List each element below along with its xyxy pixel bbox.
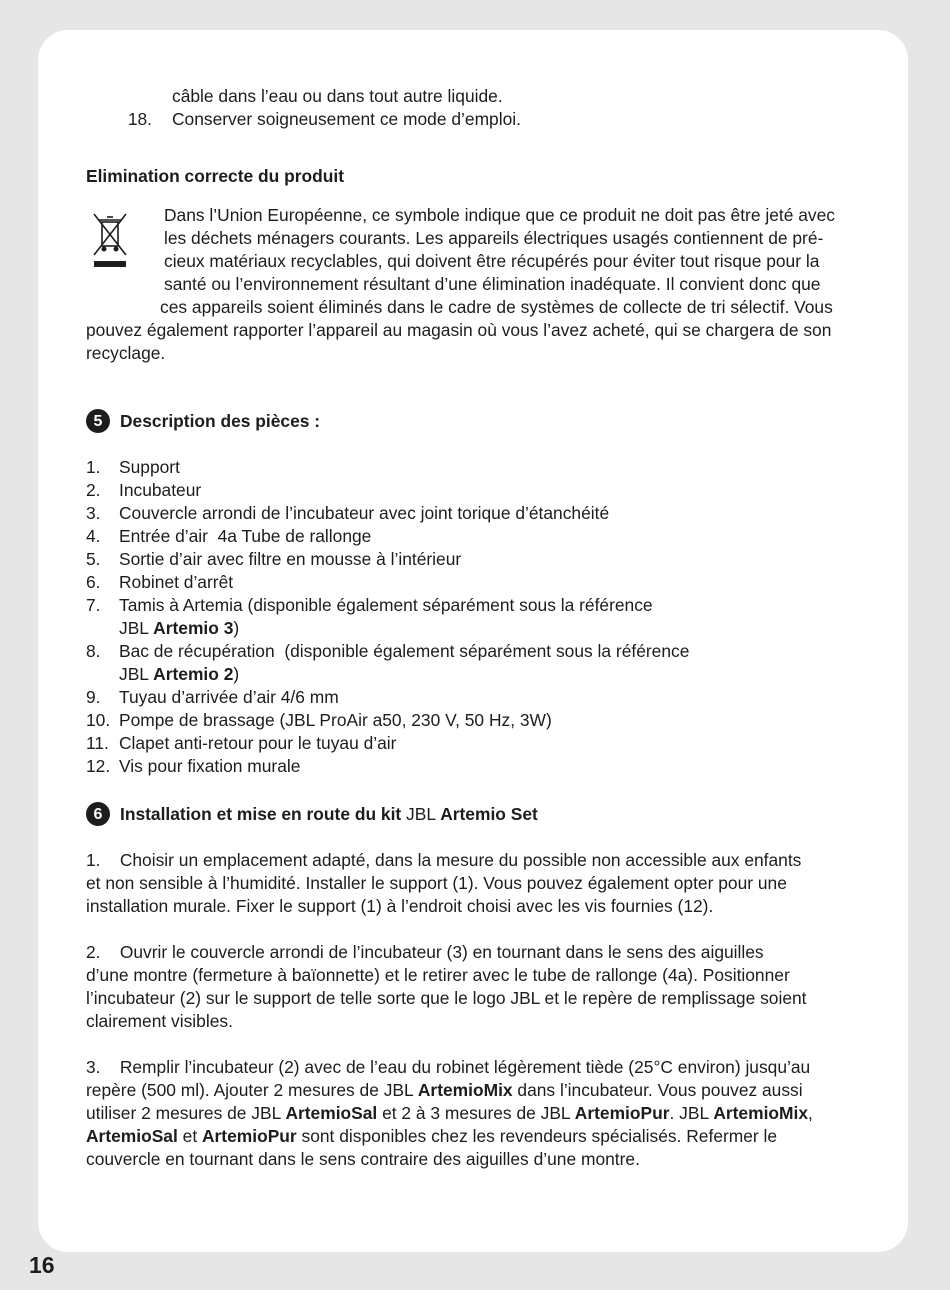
install-step-1 bbox=[86, 849, 866, 918]
paragraph-line: couvercle en tournant dans le sens contraire des aiguilles d’une montre. bbox=[86, 1149, 640, 1169]
list-continuation: câble dans l’eau ou dans tout autre liquide. bbox=[172, 86, 503, 106]
paragraph-line bbox=[86, 1079, 866, 1102]
list-item bbox=[86, 479, 866, 502]
section-number-badge: 5 bbox=[86, 409, 110, 433]
list-item-number: 10. bbox=[86, 710, 111, 730]
list-item bbox=[86, 571, 866, 594]
text-run: utiliser 2 mesures de JBL bbox=[86, 1103, 286, 1123]
text-run: , bbox=[808, 1103, 813, 1123]
text-run: ) bbox=[233, 618, 240, 638]
text-run: repère (500 ml). Ajouter 2 mesures de JBL bbox=[86, 1080, 418, 1100]
product-name: ArtemioPur bbox=[201, 1126, 297, 1146]
list-item-18 bbox=[86, 108, 866, 131]
install-step-2 bbox=[86, 941, 866, 1033]
list-item-number: 2. bbox=[86, 480, 101, 500]
list-item-text bbox=[119, 640, 866, 686]
text-run: JBL bbox=[119, 618, 154, 638]
list-item-line: Tamis à Artemia (disponible également séparément sous la référence bbox=[119, 595, 653, 615]
list-item-line bbox=[119, 617, 866, 640]
paragraph-line bbox=[86, 1102, 866, 1125]
elimination-line: ces appareils soient éliminés dans le cadre de systèmes de collecte de tri sélectif. Vous bbox=[160, 297, 833, 317]
list-item-text: Incubateur bbox=[119, 480, 202, 500]
paragraph-line bbox=[86, 1125, 866, 1148]
section-title-bold: Installation et mise en route du kit bbox=[120, 803, 402, 824]
list-item-number: 4. bbox=[86, 526, 101, 546]
list-item-text bbox=[119, 594, 866, 640]
list-item bbox=[86, 686, 866, 709]
list-item-text: Entrée d’air 4a Tube de rallonge bbox=[119, 526, 372, 546]
text-run: et bbox=[177, 1126, 202, 1146]
section-6-header bbox=[86, 802, 866, 826]
elimination-line: recyclage. bbox=[86, 343, 166, 363]
elimination-line: Dans l’Union Européenne, ce symbole indique que ce produit ne doit pas être jeté avec bbox=[164, 205, 835, 225]
elimination-heading: Elimination correcte du produit bbox=[86, 166, 344, 186]
section-5-header bbox=[86, 409, 866, 433]
list-item bbox=[86, 594, 866, 640]
list-item bbox=[86, 732, 866, 755]
section-title bbox=[120, 803, 538, 826]
product-name: ArtemioMix bbox=[713, 1103, 809, 1123]
paragraph-line: d’une montre (fermeture à baïonnette) et le retirer avec le tube de rallonge (4a). Positionner bbox=[86, 965, 790, 985]
elimination-text bbox=[86, 204, 866, 319]
page-content bbox=[86, 85, 866, 1171]
elimination-line: cieux matériaux recyclables, qui doivent être récupérés pour éviter tout risque pour la bbox=[164, 251, 820, 271]
product-name: ArtemioSal bbox=[285, 1103, 378, 1123]
parts-list bbox=[86, 456, 866, 778]
paragraph-line: 1. Choisir un emplacement adapté, dans la mesure du possible non accessible aux enfants bbox=[86, 850, 802, 870]
list-item-text: Vis pour fixation murale bbox=[119, 756, 301, 776]
text-run: . JBL bbox=[669, 1103, 714, 1123]
list-item bbox=[86, 525, 866, 548]
list-item bbox=[86, 502, 866, 525]
text-run: et 2 à 3 mesures de JBL bbox=[377, 1103, 575, 1123]
text-run: dans l’incubateur. Vous pouvez aussi bbox=[512, 1080, 803, 1100]
paragraph-line: 3. Remplir l’incubateur (2) avec de l’eau du robinet légèrement tiède (25°C environ) jusqu’au bbox=[86, 1057, 811, 1077]
list-item-text: Pompe de brassage (JBL ProAir a50, 230 V, 50 Hz, 3W) bbox=[119, 710, 552, 730]
section-number-badge: 6 bbox=[86, 802, 110, 826]
list-item bbox=[86, 640, 866, 686]
paragraph-line: 2. Ouvrir le couvercle arrondi de l’incubateur (3) en tournant dans le sens des aiguilles bbox=[86, 942, 764, 962]
list-item bbox=[86, 709, 866, 732]
text-run: ) bbox=[233, 664, 240, 684]
list-item-number: 1. bbox=[86, 457, 101, 477]
text-run: sont disponibles chez les revendeurs spécialisés. Refermer le bbox=[296, 1126, 778, 1146]
list-item bbox=[86, 548, 866, 571]
section-title-product: Artemio Set bbox=[440, 803, 538, 824]
product-name: ArtemioPur bbox=[574, 1103, 670, 1123]
paragraph-line: et non sensible à l’humidité. Installer le support (1). Vous pouvez également opter pour une bbox=[86, 873, 787, 893]
elimination-line: santé ou l’environnement résultant d’une élimination inadéquate. Il convient donc que bbox=[164, 274, 821, 294]
list-item-text: Tuyau d’arrivée d’air 4/6 mm bbox=[119, 687, 339, 707]
list-item-text: Support bbox=[119, 457, 180, 477]
text-run: JBL bbox=[119, 664, 154, 684]
paragraph-line: clairement visibles. bbox=[86, 1011, 233, 1031]
list-item-number: 12. bbox=[86, 756, 111, 776]
section-title: Description des pièces : bbox=[120, 410, 321, 431]
install-step-3 bbox=[86, 1056, 866, 1171]
list-item-number: 7. bbox=[86, 595, 101, 615]
list-item-number: 18. bbox=[127, 109, 152, 129]
page-number: 16 bbox=[29, 1252, 55, 1278]
section-title-brand: JBL bbox=[401, 803, 441, 824]
product-name: Artemio 3 bbox=[153, 618, 234, 638]
list-item-number: 9. bbox=[86, 687, 101, 707]
elimination-line: les déchets ménagers courants. Les appareils électriques usagés contiennent de pré- bbox=[164, 228, 824, 248]
list-item-text: Couvercle arrondi de l’incubateur avec joint torique d’étanchéité bbox=[119, 503, 610, 523]
list-item-number: 11. bbox=[86, 733, 109, 753]
list-item-number: 5. bbox=[86, 549, 101, 569]
paragraph-line: l’incubateur (2) sur le support de telle sorte que le logo JBL et le repère de remplissage soient bbox=[86, 988, 807, 1008]
weee-crossed-bin-icon bbox=[90, 213, 130, 269]
list-item-number: 6. bbox=[86, 572, 101, 592]
product-name: Artemio 2 bbox=[153, 664, 234, 684]
product-name: ArtemioSal bbox=[86, 1126, 178, 1146]
paragraph-line: installation murale. Fixer le support (1) à l’endroit choisi avec les vis fournies (12). bbox=[86, 896, 714, 916]
list-item-line bbox=[119, 663, 866, 686]
elimination-block bbox=[86, 204, 866, 365]
list-item-text: Sortie d’air avec filtre en mousse à l’intérieur bbox=[119, 549, 462, 569]
list-item bbox=[86, 755, 866, 778]
list-item-number: 3. bbox=[86, 503, 101, 523]
list-item-number: 8. bbox=[86, 641, 101, 661]
elimination-line: pouvez également rapporter l’appareil au magasin où vous l’avez acheté, qui se chargera de son bbox=[86, 320, 832, 340]
list-item-text: Robinet d’arrêt bbox=[119, 572, 234, 592]
list-item-line: Bac de récupération (disponible également séparément sous la référence bbox=[119, 641, 690, 661]
list-item bbox=[86, 456, 866, 479]
product-name: ArtemioMix bbox=[417, 1080, 513, 1100]
list-item-text: Clapet anti-retour pour le tuyau d’air bbox=[119, 733, 397, 753]
list-item-text: Conserver soigneusement ce mode d’emploi. bbox=[172, 109, 521, 129]
